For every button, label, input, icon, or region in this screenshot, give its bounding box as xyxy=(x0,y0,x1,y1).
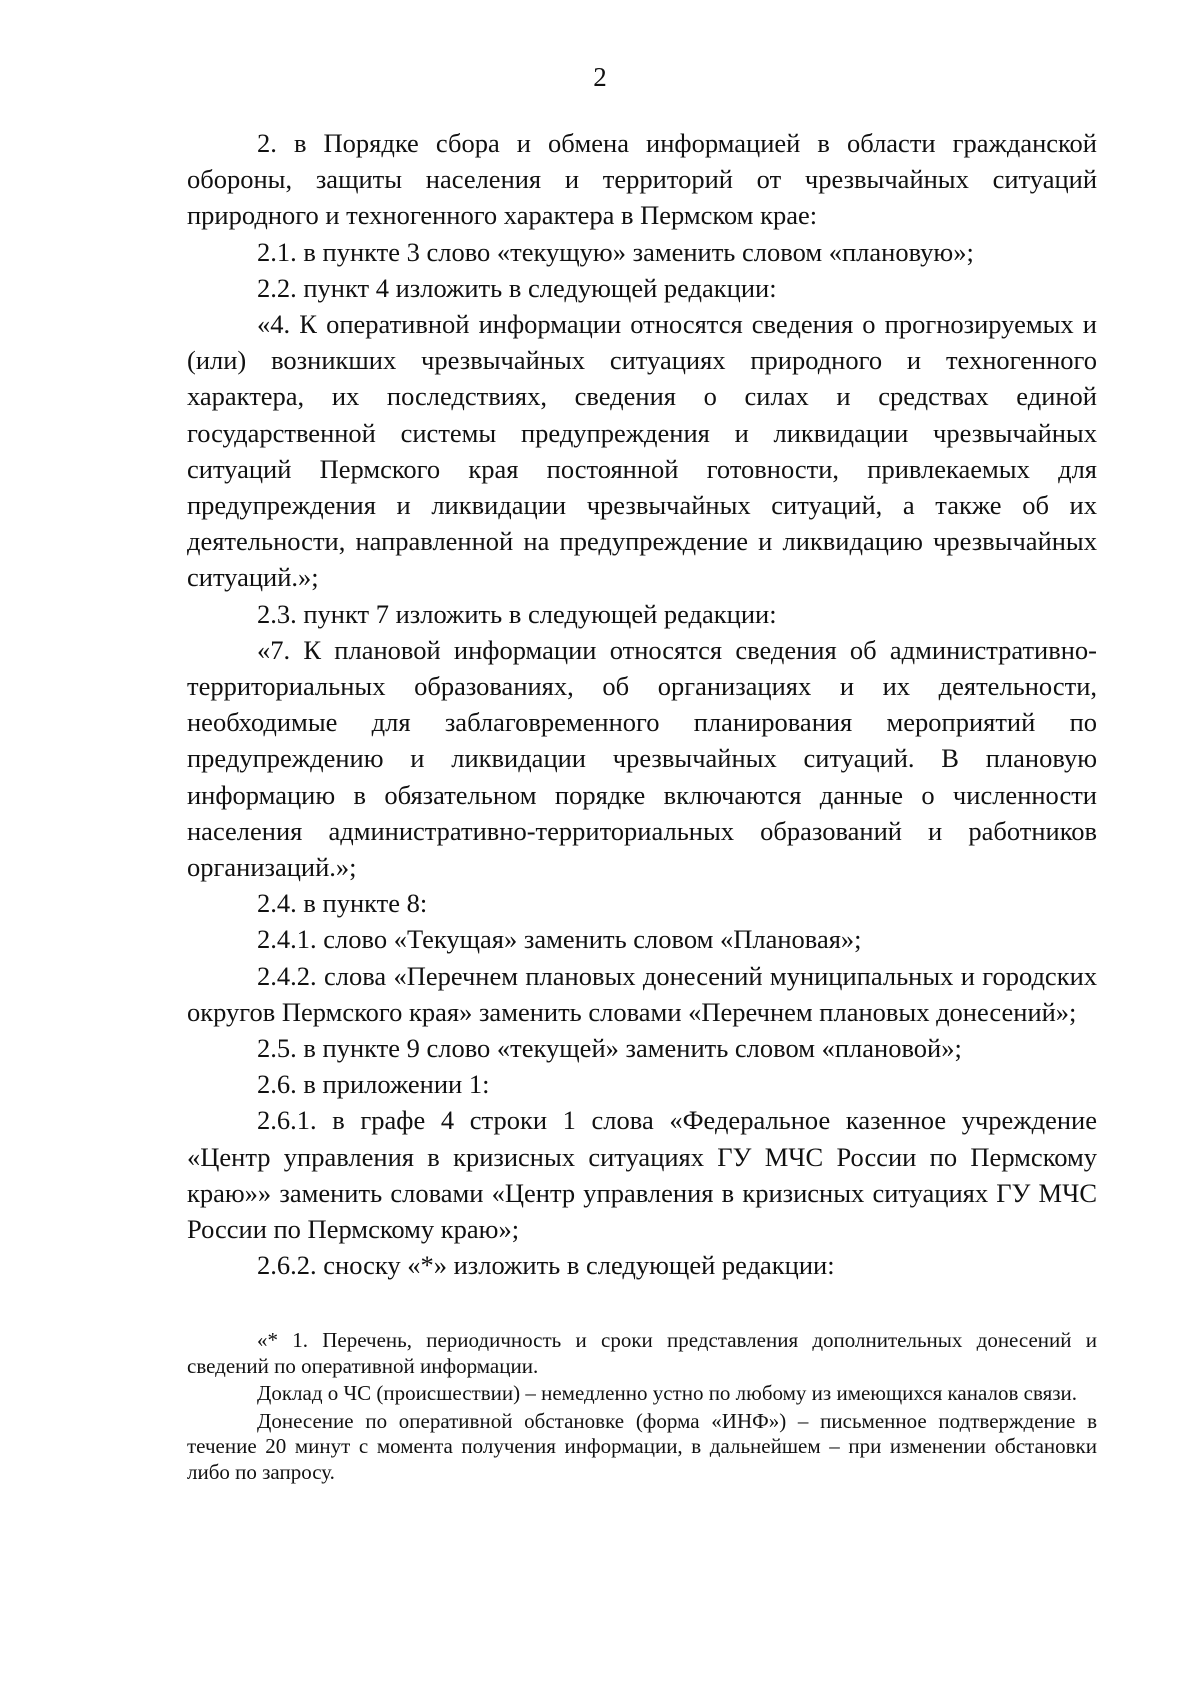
page-number: 2 xyxy=(593,62,607,92)
document-body xyxy=(187,125,1097,1284)
paragraph-2-2: 2.2. пункт 4 изложить в следующей редакции: xyxy=(257,272,777,303)
footnote-block xyxy=(187,1328,1097,1487)
paragraph-2-4-2: 2.4.2. слова «Перечнем плановых донесений муниципальных и городских округов Пермского края» заменить словами «Перечнем плановых донесений»; xyxy=(187,960,1097,1027)
paragraph-2-6-1: 2.6.1. в графе 4 строки 1 слова «Федеральное казенное учреждение «Центр управления в кризисных ситуациях ГУ МЧС России по Пермскому краю»» заменить словами «Центр управления в кризисных ситуациях ГУ МЧС России по Пермскому краю»; xyxy=(187,1105,1097,1245)
paragraph-2: 2. в Порядке сбора и обмена информацией в области гражданской обороны, защиты населения и территорий от чрезвычайных ситуаций природного и техногенного характера в Пермском крае: xyxy=(187,128,1097,231)
footnote-item-2: Доклад о ЧС (происшествии) – немедленно устно по любому из имеющихся каналов связи. xyxy=(257,1381,1078,1405)
paragraph-2-5: 2.5. в пункте 9 слово «текущей» заменить словом «плановой»; xyxy=(257,1033,962,1064)
paragraph-2-4-1: 2.4.1. слово «Текущая» заменить словом «Плановая»; xyxy=(257,924,862,955)
paragraph-2-3: 2.3. пункт 7 изложить в следующей редакции: xyxy=(257,598,777,629)
paragraph-2-1: 2.1. в пункте 3 слово «текущую» заменить словом «плановую»; xyxy=(257,236,974,267)
paragraph-2-6: 2.6. в приложении 1: xyxy=(257,1069,490,1100)
paragraph-2-6-2: 2.6.2. сноску «*» изложить в следующей редакции: xyxy=(257,1250,835,1281)
paragraph-2-4: 2.4. в пункте 8: xyxy=(257,888,428,919)
quote-point-7: «7. К плановой информации относятся сведения об административно-территориальных образованиях, об организациях и их деятельности, необходимые для заблаговременного планирования мероприятий по предупреждению и ликвидации чрезвычайных ситуаций. В плановую информацию в обязательном порядке включаются данные о численности населения административно-территориальных образований и работников организаций.»; xyxy=(187,634,1097,883)
footnote-item-3: Донесение по оперативной обстановке (форма «ИНФ») – письменное подтверждение в течение 20 минут с момента получения информации, в дальнейшем – при изменении обстановки либо по запросу. xyxy=(187,1408,1097,1484)
quote-point-4: «4. К оперативной информации относятся сведения о прогнозируемых и (или) возникших чрезвычайных ситуациях природного и техногенного характера, их последствиях, сведения о силах и средствах единой государственной системы предупреждения и ликвидации чрезвычайных ситуаций Пермского края постоянной готовности, привлекаемых для предупреждения и ликвидации чрезвычайных ситуаций, а также об их деятельности, направленной на предупреждение и ликвидацию чрезвычайных ситуаций.»; xyxy=(187,309,1097,593)
footnote-item-1: «* 1. Перечень, периодичность и сроки представления дополнительных донесений и сведений по оперативной информации. xyxy=(187,1328,1097,1378)
